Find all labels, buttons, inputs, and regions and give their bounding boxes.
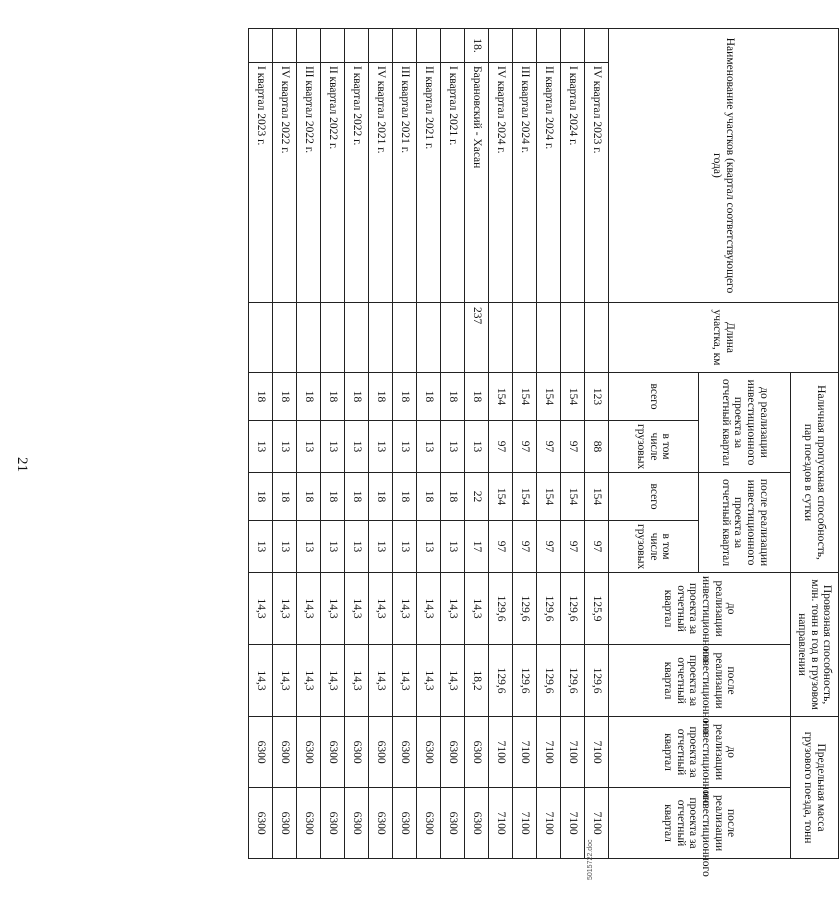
cell-mass-before: 6300 <box>369 717 393 788</box>
cell-row-index <box>585 29 609 63</box>
cell-after-total: 18 <box>273 473 297 521</box>
cell-after-total: 18 <box>297 473 321 521</box>
table-row <box>249 29 273 859</box>
cell-row-index <box>417 29 441 63</box>
cell-before-total: 154 <box>513 373 537 421</box>
cell-before-freight: 13 <box>249 421 273 473</box>
cell-row-index <box>513 29 537 63</box>
cell-after-total: 154 <box>489 473 513 521</box>
cell-after-freight: 17 <box>465 521 489 573</box>
cell-capacity-before: 14,3 <box>249 573 273 645</box>
table-row <box>297 29 321 859</box>
cell-capacity-after: 14,3 <box>297 645 321 717</box>
cell-capacity-before: 14,3 <box>273 573 297 645</box>
cell-capacity-after: 129,6 <box>537 645 561 717</box>
cell-mass-before: 7100 <box>513 717 537 788</box>
cell-after-total: 18 <box>417 473 441 521</box>
cell-capacity-after: 14,3 <box>441 645 465 717</box>
cell-row-index <box>321 29 345 63</box>
cell-before-freight: 97 <box>537 421 561 473</box>
header-capacity-group: Провозная способность, млн. тонн в год в грузовом направлении <box>791 573 839 717</box>
cell-after-freight: 97 <box>585 521 609 573</box>
cell-row-name: II квартал 2021 г. <box>417 63 441 303</box>
cell-mass-after: 7100 <box>561 788 585 859</box>
cell-before-freight: 97 <box>489 421 513 473</box>
cell-row-name: IV квартал 2023 г. <box>585 63 609 303</box>
table-row <box>441 29 465 859</box>
cell-row-name: I квартал 2024 г. <box>561 63 585 303</box>
cell-mass-after: 7100 <box>513 788 537 859</box>
cell-row-length <box>345 303 369 373</box>
cell-capacity-after: 129,6 <box>561 645 585 717</box>
cell-capacity-before: 14,3 <box>345 573 369 645</box>
cell-mass-before: 6300 <box>321 717 345 788</box>
cell-mass-after: 7100 <box>585 788 609 859</box>
cell-after-freight: 97 <box>561 521 585 573</box>
cell-row-name: Барановский - Хасан <box>465 63 489 303</box>
cell-before-total: 123 <box>585 373 609 421</box>
cell-row-name: IV квартал 2022 г. <box>273 63 297 303</box>
cell-mass-before: 6300 <box>249 717 273 788</box>
cell-after-freight: 97 <box>489 521 513 573</box>
cell-mass-after: 6300 <box>417 788 441 859</box>
cell-before-total: 18 <box>297 373 321 421</box>
cell-capacity-before: 129,6 <box>537 573 561 645</box>
table-row <box>585 29 609 859</box>
cell-row-length <box>489 303 513 373</box>
cell-row-length <box>585 303 609 373</box>
header-capacity-after: после реализации инвестиционного проекта за отчетный квартал <box>609 645 791 717</box>
header-mass-before: до реализации инвестиционного проекта за отчетный квартал <box>609 717 791 788</box>
cell-row-index <box>489 29 513 63</box>
cell-mass-before: 6300 <box>393 717 417 788</box>
cell-row-index <box>369 29 393 63</box>
header-pairs-after: после реализации инвестиционного проекта за отчетный квартал <box>699 473 791 573</box>
cell-capacity-after: 129,6 <box>585 645 609 717</box>
header-name: Наименование участков (квартал соответствующего года) <box>609 29 839 303</box>
cell-row-length <box>513 303 537 373</box>
cell-capacity-after: 14,3 <box>369 645 393 717</box>
cell-mass-before: 6300 <box>345 717 369 788</box>
cell-after-freight: 97 <box>513 521 537 573</box>
cell-row-length <box>369 303 393 373</box>
header-mass-group: Предельная масса грузового поезда, тонн <box>791 717 839 859</box>
table-row <box>561 29 585 859</box>
cell-row-length: 237 <box>465 303 489 373</box>
cell-after-freight: 13 <box>321 521 345 573</box>
cell-before-freight: 13 <box>369 421 393 473</box>
cell-before-freight: 13 <box>417 421 441 473</box>
cell-capacity-before: 14,3 <box>321 573 345 645</box>
cell-mass-after: 6300 <box>345 788 369 859</box>
cell-after-total: 154 <box>585 473 609 521</box>
cell-mass-before: 7100 <box>489 717 513 788</box>
cell-mass-after: 6300 <box>441 788 465 859</box>
cell-row-index <box>297 29 321 63</box>
cell-mass-before: 6300 <box>465 717 489 788</box>
cell-row-index <box>345 29 369 63</box>
cell-capacity-before: 14,3 <box>441 573 465 645</box>
cell-row-name: III квартал 2024 г. <box>513 63 537 303</box>
cell-after-total: 154 <box>561 473 585 521</box>
cell-row-name: I квартал 2022 г. <box>345 63 369 303</box>
cell-capacity-after: 14,3 <box>321 645 345 717</box>
cell-after-freight: 13 <box>417 521 441 573</box>
cell-after-freight: 97 <box>537 521 561 573</box>
cell-before-total: 154 <box>561 373 585 421</box>
cell-before-total: 18 <box>393 373 417 421</box>
document-id: 5015722.doc <box>587 839 594 880</box>
table-row <box>537 29 561 859</box>
header-after-freight: в том числе грузовых <box>609 521 699 573</box>
cell-mass-after: 6300 <box>321 788 345 859</box>
cell-after-total: 154 <box>537 473 561 521</box>
cell-before-freight: 97 <box>513 421 537 473</box>
cell-capacity-before: 129,6 <box>489 573 513 645</box>
cell-capacity-after: 129,6 <box>489 645 513 717</box>
cell-capacity-after: 18,2 <box>465 645 489 717</box>
cell-row-name: II квартал 2024 г. <box>537 63 561 303</box>
header-after-total: всего <box>609 473 699 521</box>
cell-row-index <box>561 29 585 63</box>
cell-capacity-before: 14,3 <box>369 573 393 645</box>
cell-row-length <box>537 303 561 373</box>
cell-capacity-before: 14,3 <box>417 573 441 645</box>
cell-mass-before: 6300 <box>273 717 297 788</box>
cell-capacity-after: 14,3 <box>345 645 369 717</box>
cell-capacity-after: 129,6 <box>513 645 537 717</box>
cell-row-length <box>417 303 441 373</box>
table-row <box>273 29 297 859</box>
cell-after-total: 18 <box>321 473 345 521</box>
cell-row-index: 18. <box>465 29 489 63</box>
cell-row-length <box>321 303 345 373</box>
cell-before-total: 18 <box>465 373 489 421</box>
cell-before-freight: 13 <box>297 421 321 473</box>
cell-after-freight: 13 <box>297 521 321 573</box>
table-row <box>369 29 393 859</box>
cell-mass-after: 7100 <box>537 788 561 859</box>
cell-before-total: 18 <box>369 373 393 421</box>
table-header <box>609 29 839 877</box>
cell-after-freight: 13 <box>441 521 465 573</box>
cell-capacity-before: 125,9 <box>585 573 609 645</box>
cell-before-freight: 13 <box>441 421 465 473</box>
cell-before-freight: 13 <box>465 421 489 473</box>
page-number: 21 <box>14 457 30 472</box>
cell-before-freight: 13 <box>321 421 345 473</box>
cell-row-index <box>393 29 417 63</box>
table-row <box>321 29 345 859</box>
cell-mass-before: 7100 <box>537 717 561 788</box>
cell-after-total: 154 <box>513 473 537 521</box>
cell-mass-after: 6300 <box>465 788 489 859</box>
cell-after-total: 18 <box>249 473 273 521</box>
cell-before-freight: 97 <box>561 421 585 473</box>
cell-capacity-before: 129,6 <box>513 573 537 645</box>
header-capacity-before: до реализации инвестиционного проекта за отчетный квартал <box>609 573 791 645</box>
table-row <box>345 29 369 859</box>
cell-after-total: 18 <box>345 473 369 521</box>
cell-before-freight: 13 <box>345 421 369 473</box>
cell-capacity-after: 14,3 <box>249 645 273 717</box>
cell-capacity-before: 14,3 <box>393 573 417 645</box>
header-mass-after: после реализации инвестиционного проекта за отчетный квартал <box>609 788 791 859</box>
cell-row-name: IV квартал 2024 г. <box>489 63 513 303</box>
cell-before-total: 18 <box>273 373 297 421</box>
cell-mass-after: 7100 <box>489 788 513 859</box>
cell-capacity-before: 14,3 <box>465 573 489 645</box>
cell-after-freight: 13 <box>249 521 273 573</box>
cell-row-length <box>441 303 465 373</box>
cell-mass-after: 6300 <box>369 788 393 859</box>
cell-row-name: III квартал 2022 г. <box>297 63 321 303</box>
cell-capacity-after: 14,3 <box>273 645 297 717</box>
table-row <box>513 29 537 859</box>
cell-before-total: 18 <box>249 373 273 421</box>
table-row <box>393 29 417 859</box>
cell-row-name: IV квартал 2021 г. <box>369 63 393 303</box>
cell-after-total: 18 <box>441 473 465 521</box>
cell-before-freight: 13 <box>273 421 297 473</box>
cell-after-freight: 13 <box>393 521 417 573</box>
header-length: Длина участка, км <box>609 303 839 373</box>
cell-row-name: III квартал 2021 г. <box>393 63 417 303</box>
cell-row-index <box>249 29 273 63</box>
cell-mass-before: 6300 <box>417 717 441 788</box>
cell-row-name: I квартал 2023 г. <box>249 63 273 303</box>
cell-row-index <box>537 29 561 63</box>
cell-mass-after: 6300 <box>249 788 273 859</box>
cell-before-freight: 13 <box>393 421 417 473</box>
cell-mass-before: 7100 <box>585 717 609 788</box>
header-before-freight: в том числе грузовых <box>609 421 699 473</box>
table-row <box>465 29 489 859</box>
cell-row-index <box>273 29 297 63</box>
cell-after-freight: 13 <box>369 521 393 573</box>
cell-mass-after: 6300 <box>273 788 297 859</box>
cell-before-total: 18 <box>417 373 441 421</box>
cell-row-index <box>441 29 465 63</box>
cell-row-length <box>249 303 273 373</box>
header-before-total: всего <box>609 373 699 421</box>
cell-after-freight: 13 <box>345 521 369 573</box>
cell-after-total: 22 <box>465 473 489 521</box>
cell-before-total: 18 <box>321 373 345 421</box>
cell-row-length <box>393 303 417 373</box>
cell-capacity-after: 14,3 <box>393 645 417 717</box>
cell-row-length <box>561 303 585 373</box>
table-row <box>489 29 513 859</box>
cell-capacity-before: 129,6 <box>561 573 585 645</box>
cell-after-total: 18 <box>393 473 417 521</box>
cell-mass-after: 6300 <box>393 788 417 859</box>
cell-row-length <box>297 303 321 373</box>
cell-capacity-after: 14,3 <box>417 645 441 717</box>
cell-mass-before: 6300 <box>297 717 321 788</box>
table-body <box>249 29 609 859</box>
header-pairs-group: Наличная пропускная способность, пар поездов в сутки <box>791 373 839 573</box>
cell-mass-after: 6300 <box>297 788 321 859</box>
cell-before-total: 154 <box>537 373 561 421</box>
cell-before-total: 154 <box>489 373 513 421</box>
header-pairs-before: до реализации инвестиционного проекта за отчетный квартал <box>699 373 791 473</box>
cell-mass-before: 7100 <box>561 717 585 788</box>
cell-before-total: 18 <box>441 373 465 421</box>
cell-row-name: I квартал 2021 г. <box>441 63 465 303</box>
cell-mass-before: 6300 <box>441 717 465 788</box>
cell-after-freight: 13 <box>273 521 297 573</box>
table-row <box>417 29 441 859</box>
cell-after-total: 18 <box>369 473 393 521</box>
cell-before-total: 18 <box>345 373 369 421</box>
cell-row-length <box>273 303 297 373</box>
cell-before-freight: 88 <box>585 421 609 473</box>
cell-row-name: II квартал 2022 г. <box>321 63 345 303</box>
cell-capacity-before: 14,3 <box>297 573 321 645</box>
